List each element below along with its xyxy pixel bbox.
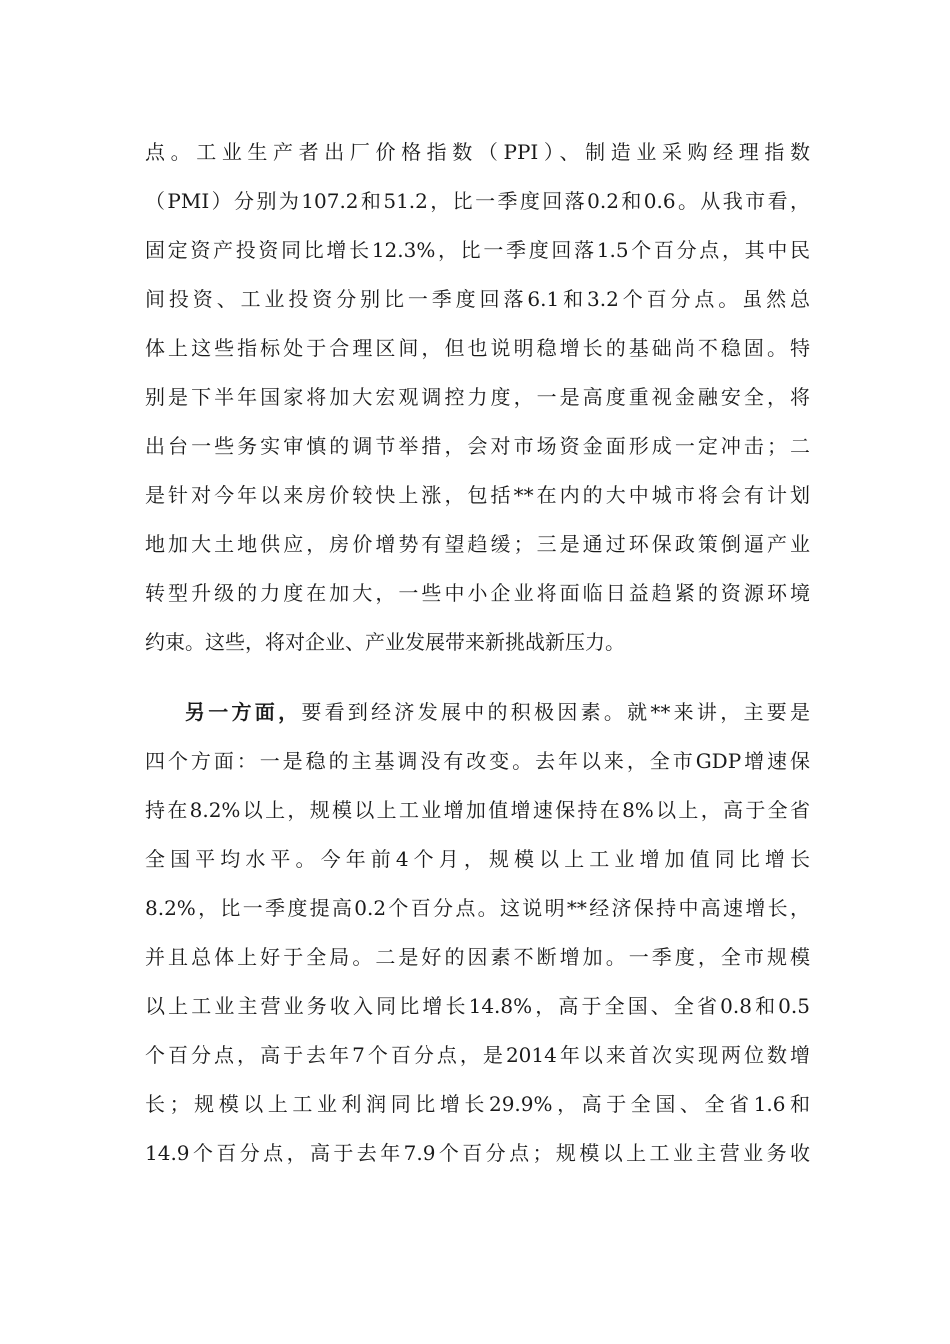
text-line: 个百分点，高于去年7个百分点，是2014年以来首次实现两位数增 <box>145 1043 810 1067</box>
text-line: 间投资、工业投资分别比一季度回落6.1和3.2个百分点。虽然总 <box>145 287 810 311</box>
paragraph-lead-rest: 要看到经济发展中的积极因素。就**来讲，主要是 <box>301 700 811 724</box>
text-line: 是针对今年以来房价较快上涨，包括**在内的大中城市将会有计划 <box>145 483 810 507</box>
text-line-first <box>145 688 810 737</box>
paragraph-positive-factors <box>145 688 810 1178</box>
text-line: 持在8.2%以上，规模以上工业增加值增速保持在8%以上，高于全省 <box>145 798 810 822</box>
text-line: 全国平均水平。今年前4个月，规模以上工业增加值同比增长 <box>145 847 810 871</box>
text-line: 以上工业主营业务收入同比增长14.8%，高于全国、全省0.8和0.5 <box>145 994 810 1018</box>
text-line: 并且总体上好于全局。二是好的因素不断增加。一季度，全市规模 <box>145 945 810 969</box>
text-line: 长；规模以上工业利润同比增长29.9%，高于全国、全省1.6和 <box>145 1092 810 1116</box>
text-line: 14.9个百分点，高于去年7.9个百分点；规模以上工业主营业务收 <box>145 1141 810 1165</box>
text-line: 出台一些务实审慎的调节举措，会对市场资金面形成一定冲击；二 <box>145 434 810 458</box>
paragraph-lead-bold: 另一方面， <box>185 700 302 724</box>
text-line: 别是下半年国家将加大宏观调控力度，一是高度重视金融安全，将 <box>145 385 810 409</box>
text-line: （PMI）分别为107.2和51.2，比一季度回落0.2和0.6。从我市看， <box>145 189 810 213</box>
text-line: 约束。这些，将对企业、产业发展带来新挑战新压力。 <box>145 630 625 654</box>
text-line: 四个方面：一是稳的主基调没有改变。去年以来，全市GDP增速保 <box>145 749 810 773</box>
text-line: 地加大土地供应，房价增势有望趋缓；三是通过环保政策倒逼产业 <box>145 532 810 556</box>
text-line: 转型升级的力度在加大，一些中小企业将面临日益趋紧的资源环境 <box>145 581 810 605</box>
paragraph-economic-pressure <box>145 128 810 667</box>
text-line: 点。工业生产者出厂价格指数（PPI）、制造业采购经理指数 <box>145 140 810 164</box>
text-line: 体上这些指标处于合理区间，但也说明稳增长的基础尚不稳固。特 <box>145 336 810 360</box>
text-line: 8.2%，比一季度提高0.2个百分点。这说明**经济保持中高速增长， <box>145 896 810 920</box>
text-line: 固定资产投资同比增长12.3%，比一季度回落1.5个百分点，其中民 <box>145 238 810 262</box>
